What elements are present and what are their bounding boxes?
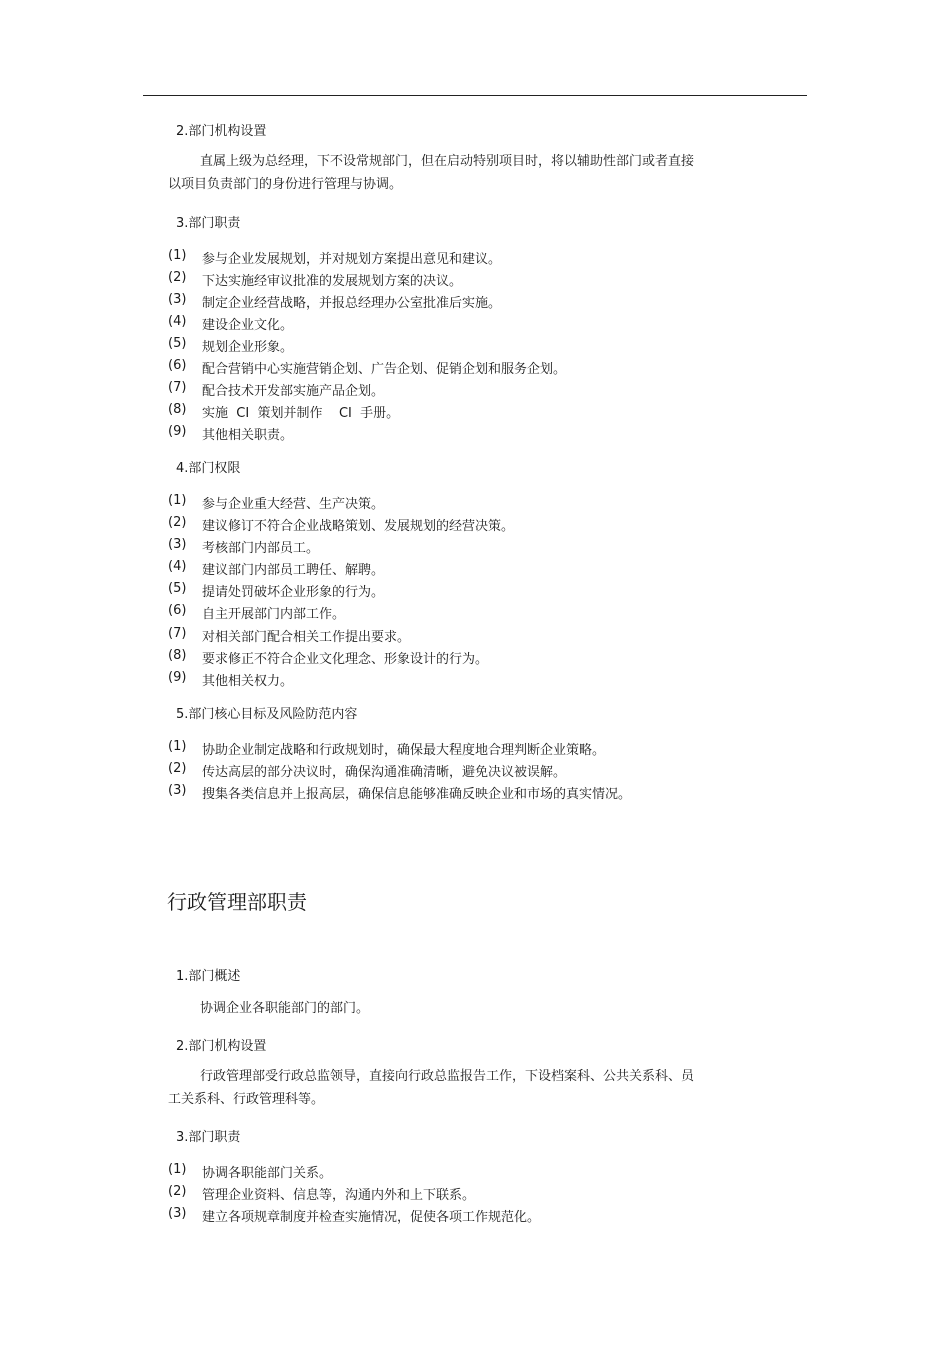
list-text: 实施 CI 策划并制作 CI 手册。: [202, 406, 400, 421]
list-text: 管理企业资料、信息等，沟通内外和上下联系。: [202, 1188, 476, 1203]
list-number: (2): [168, 515, 187, 530]
list-item: [168, 493, 384, 512]
list-number: (8): [168, 402, 187, 417]
section-title: 行政管理部职责: [167, 890, 307, 914]
list-item: [168, 537, 319, 556]
list-number: (1): [168, 493, 187, 508]
list-number: (2): [168, 270, 187, 285]
list-text: 对相关部门配合相关工作提出要求。: [202, 630, 411, 645]
list-item: [168, 559, 384, 578]
list-item: [168, 581, 384, 600]
list-text: 建议修订不符合企业战略策划、发展规划的经营决策。: [202, 519, 515, 534]
list-text: 协调各职能部门关系。: [202, 1166, 333, 1181]
list-number: (1): [168, 739, 187, 754]
list-item: [168, 1206, 540, 1225]
list-number: (1): [168, 248, 187, 263]
list-number: (5): [168, 581, 187, 596]
list-item: [168, 648, 488, 667]
list-item: [168, 1184, 475, 1203]
list-text: 制定企业经营战略，并报总经理办公室批准后实施。: [202, 296, 502, 311]
list-number: (7): [168, 626, 187, 641]
list-text: 协助企业制定战略和行政规划时，确保最大程度地合理判断企业策略。: [202, 743, 606, 758]
list-text: 参与企业发展规划，并对规划方案提出意见和建议。: [202, 252, 502, 267]
list-item: [168, 380, 384, 399]
list-item: [168, 739, 605, 758]
heading-goals: 5.部门核心目标及风险防范内容: [176, 707, 358, 722]
list-item: [168, 424, 293, 443]
list-text: 搜集各类信息并上报高层，确保信息能够准确反映企业和市场的真实情况。: [202, 787, 632, 802]
list-number: (4): [168, 314, 187, 329]
list-item: [168, 402, 399, 421]
heading-structure: 2.部门机构设置: [176, 1039, 267, 1054]
heading-overview: 1.部门概述: [176, 969, 241, 984]
list-text: 自主开展部门内部工作。: [202, 607, 346, 622]
list-item: [168, 292, 501, 311]
list-item: [168, 358, 566, 377]
list-text: 配合营销中心实施营销企划、广告企划、促销企划和服务企划。: [202, 362, 567, 377]
list-item: [168, 761, 566, 780]
list-number: (6): [168, 603, 187, 618]
list-text: 其他相关职责。: [202, 428, 294, 443]
heading-authority: 4.部门权限: [176, 461, 241, 476]
list-number: (4): [168, 559, 187, 574]
list-number: (9): [168, 424, 187, 439]
list-text: 建设企业文化。: [202, 318, 294, 333]
list-text: 传达高层的部分决议时，确保沟通准确清晰，避免决议被误解。: [202, 765, 567, 780]
list-number: (7): [168, 380, 187, 395]
list-text: 提请处罚破坏企业形象的行为。: [202, 585, 385, 600]
header-rule: [143, 95, 807, 96]
list-text: 下达实施经审议批准的发展规划方案的决议。: [202, 274, 463, 289]
list-number: (3): [168, 1206, 187, 1221]
list-number: (1): [168, 1162, 187, 1177]
list-number: (9): [168, 670, 187, 685]
list-item: [168, 626, 410, 645]
list-number: (2): [168, 1184, 187, 1199]
list-text: 参与企业重大经营、生产决策。: [202, 497, 385, 512]
list-number: (6): [168, 358, 187, 373]
heading-structure: 2.部门机构设置: [176, 124, 267, 139]
list-item: [168, 515, 514, 534]
list-text: 考核部门内部员工。: [202, 541, 320, 556]
overview-paragraph: 协调企业各职能部门的部门。: [200, 1001, 370, 1016]
heading-duties: 3.部门职责: [176, 1130, 241, 1145]
list-text: 其他相关权力。: [202, 674, 294, 689]
list-item: [168, 314, 293, 333]
list-item: [168, 1162, 332, 1181]
structure-paragraph-line1: 直属上级为总经理，下不设常规部门，但在启动特别项目时，将以辅助性部门或者直接: [200, 154, 695, 169]
list-number: (3): [168, 292, 187, 307]
list-number: (2): [168, 761, 187, 776]
list-number: (3): [168, 783, 187, 798]
heading-duties: 3.部门职责: [176, 216, 241, 231]
list-number: (5): [168, 336, 187, 351]
structure-paragraph-line1: 行政管理部受行政总监领导，直接向行政总监报告工作，下设档案科、公共关系科、员: [200, 1069, 695, 1084]
list-text: 配合技术开发部实施产品企划。: [202, 384, 385, 399]
list-item: [168, 336, 293, 355]
structure-paragraph-line2: 工关系科、行政管理科等。: [168, 1092, 325, 1107]
list-item: [168, 783, 631, 802]
list-item: [168, 270, 462, 289]
list-number: (3): [168, 537, 187, 552]
list-text: 建议部门内部员工聘任、解聘。: [202, 563, 385, 578]
list-item: [168, 248, 501, 267]
list-text: 规划企业形象。: [202, 340, 294, 355]
list-text: 建立各项规章制度并检查实施情况，促使各项工作规范化。: [202, 1210, 541, 1225]
list-item: [168, 670, 293, 689]
structure-paragraph-line2: 以项目负责部门的身份进行管理与协调。: [168, 177, 403, 192]
list-number: (8): [168, 648, 187, 663]
list-item: [168, 603, 345, 622]
list-text: 要求修正不符合企业文化理念、形象设计的行为。: [202, 652, 489, 667]
